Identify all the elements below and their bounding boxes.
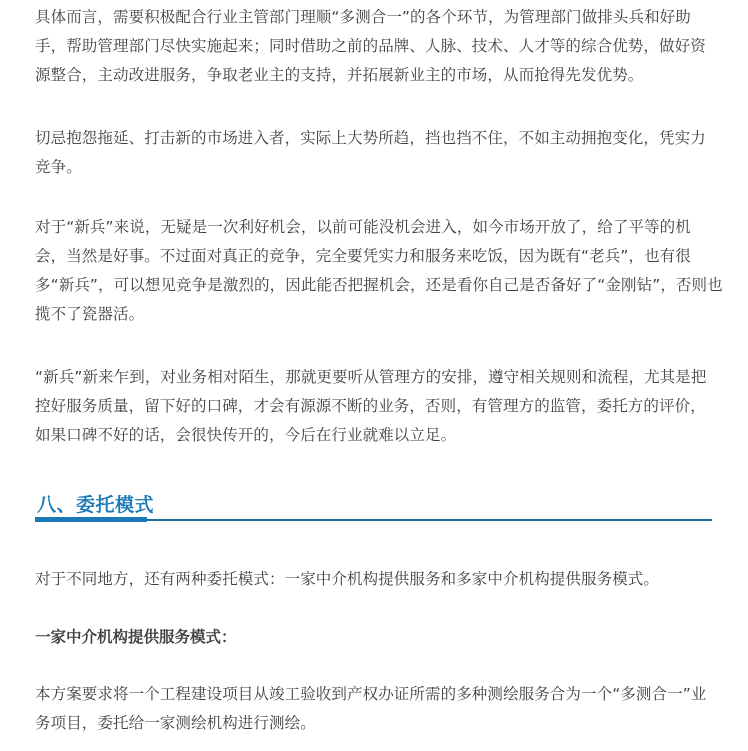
paragraph-line: 对于不同地方，还有两种委托模式：一家中介机构提供服务和多家中介机构提供服务模式。: [35, 570, 660, 588]
paragraph-2: [35, 124, 719, 182]
paragraph-line: 手，帮助管理部门尽快实施起来；同时借助之前的品牌、人脉、技术、人才等的综合优势，做好资: [35, 37, 706, 55]
paragraph-line: 源整合，主动改进服务，争取老业主的支持，并拓展新业主的市场，从而抢得先发优势。: [35, 66, 644, 84]
paragraph-line: 务项目，委托给一家测绘机构进行测绘。: [35, 714, 316, 732]
paragraph-line: 控好服务质量，留下好的口碑，才会有源源不断的业务，否则，有管理方的监管，委托方的评价，: [35, 397, 706, 415]
paragraph-line: 具体而言，需要积极配合行业主管部门理顺“多测合一”的各个环节，为管理部门做排头兵和好助: [35, 8, 691, 26]
paragraph-line: 揽不了瓷器活。: [35, 305, 145, 323]
paragraph-line: 本方案要求将一个工程建设项目从竣工验收到产权办证所需的多种测绘服务合为一个“多测合一”业: [35, 685, 707, 703]
paragraph-line: 会，当然是好事。不过面对真正的竞争，完全要凭实力和服务来吃饭，因为既有“老兵”，也有很: [35, 247, 691, 265]
paragraph-line: 如果口碑不好的话，会很快传开的，今后在行业就难以立足。: [35, 426, 457, 444]
paragraph-line: 竞争。: [35, 158, 82, 176]
paragraph-1: [35, 3, 719, 90]
section-title-accent-bar: [35, 517, 147, 522]
closing-paragraph: [35, 680, 719, 738]
section-title: 八、委托模式: [37, 494, 155, 516]
paragraph-line: 切忌抱怨拖延、打击新的市场进入者，实际上大势所趋，挡也挡不住，不如主动拥抱变化，凭实力: [35, 129, 706, 147]
paragraph-line: 多“新兵”，可以想见竞争是激烈的，因此能否把握机会，还是看你自己是否备好了“金刚钻”，否则也: [35, 276, 723, 294]
paragraph-line: 对于“新兵”来说，无疑是一次利好机会，以前可能没机会进入，如今市场开放了，给了平等的机: [35, 218, 691, 236]
paragraph-3: [35, 213, 723, 329]
intro-paragraph: [35, 565, 719, 594]
subheading: 一家中介机构提供服务模式：: [35, 628, 237, 646]
paragraph-line: “新兵”新来乍到，对业务相对陌生，那就更要听从管理方的安排，遵守相关规则和流程，尤其是把: [35, 368, 707, 386]
section-heading: [35, 486, 712, 522]
paragraph-4: [35, 363, 719, 450]
